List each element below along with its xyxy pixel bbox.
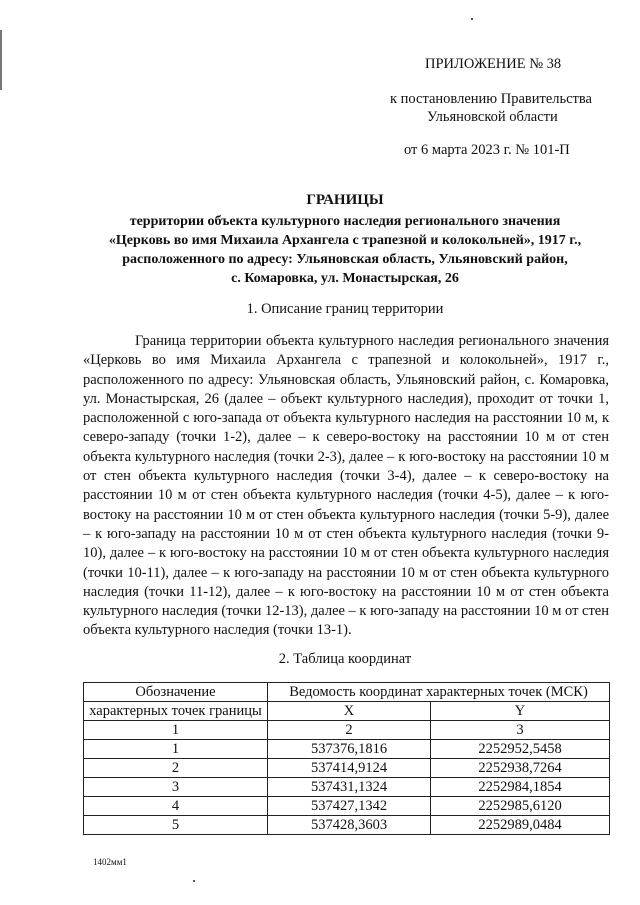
coord-y: 2252985,6120 [431,797,610,816]
title-line-1: территории объекта культурного наследия регионального значения [129,214,561,229]
coord-y: 2252984,1854 [431,778,610,797]
resolution-line-2: Ульяновской области [427,109,558,125]
coord-x: 537427,1342 [268,797,431,816]
coord-x: 537414,9124 [268,759,431,778]
coord-y: 2252952,5458 [431,740,610,759]
coord-x: 537376,1816 [268,740,431,759]
table-row [84,816,610,835]
section-2-heading: 2. Таблица координат [278,651,412,667]
col-index-3: 3 [431,721,610,740]
document-title: ГРАНИЦЫ [306,192,384,208]
col-header-designation-2: характерных точек границы [84,702,268,721]
col-header-designation-1: Обозначение [84,683,268,702]
coordinates-table [83,682,610,835]
col-index-2: 2 [268,721,431,740]
resolution-line-1: к постановлению Правительства [390,91,592,107]
binding-mark [0,30,2,90]
coord-y: 2252938,7264 [431,759,610,778]
point-number: 2 [84,759,268,778]
appendix-number: ПРИЛОЖЕНИЕ № 38 [425,56,562,72]
col-header-coordinates: Ведомость координат характерных точек (МСК) [268,683,610,702]
table-row [84,759,610,778]
title-line-3: расположенного по адресу: Ульяновская область, Ульяновский район, [122,252,568,267]
col-index-1: 1 [84,721,268,740]
title-line-4: с. Комаровка, ул. Монастырская, 26 [231,271,459,286]
col-header-y: Y [431,702,610,721]
point-number: 3 [84,778,268,797]
coord-x: 537428,3603 [268,816,431,835]
point-number: 4 [84,797,268,816]
table-row [84,740,610,759]
title-line-2: «Церковь во имя Михаила Архангела с трапезной и колокольней», 1917 г., [108,233,582,248]
scan-dot [193,880,195,882]
coord-x: 537431,1324 [268,778,431,797]
footer-code: 1402мм1 [93,857,127,867]
resolution-date: от 6 марта 2023 г. № 101-П [404,142,570,158]
table-row [84,797,610,816]
section-1-heading: 1. Описание границ территории [246,301,444,317]
table-row [84,778,610,797]
boundary-description: Граница территории объекта культурного наследия регионального значения «Церковь во имя Михаила Архангела с трапезной и колокольней», 1917 г., расположенного по адресу: Ульяновская область, Ульяновский район, с. Комаровка, ул. Монастырская, 26 (далее – объект культурного наследия), проходит от точки 1, расположенной с юго-запада от объекта культурного наследия на расстоянии 10 м, к северо-западу (точки 1-2), далее – к северо-востоку на расстоянии 10 м от стен объекта культурного наследия (точки 2-3), далее – к юго-востоку на расстоянии 10 м от стен объекта культурного наследия (точки 3-4), далее – к северо-востоку на расстоянии 10 м от стен объекта культурного наследия (точки 4-5), далее – к юго-востоку на расстоянии 10 м от стен объекта культурного наследия (точки 5-9), далее – к юго-западу на расстоянии 10 м от стен объекта культурного наследия (точки 9-10), далее – к юго-востоку на расстоянии 10 м от стен объекта культурного наследия (точки 10-11), далее – к юго-западу на расстоянии 10 м от стен объекта культурного наследия (точки 11-12), далее – к юго-востоку на расстоянии 10 м от стен объекта культурного наследия (точки 12-13), далее – к юго-западу на расстоянии 10 м от стен объекта культурного наследия (точки 13-1). [83,333,610,639]
col-header-x: X [268,702,431,721]
coord-y: 2252989,0484 [431,816,610,835]
point-number: 5 [84,816,268,835]
point-number: 1 [84,740,268,759]
scan-dot [471,18,473,20]
